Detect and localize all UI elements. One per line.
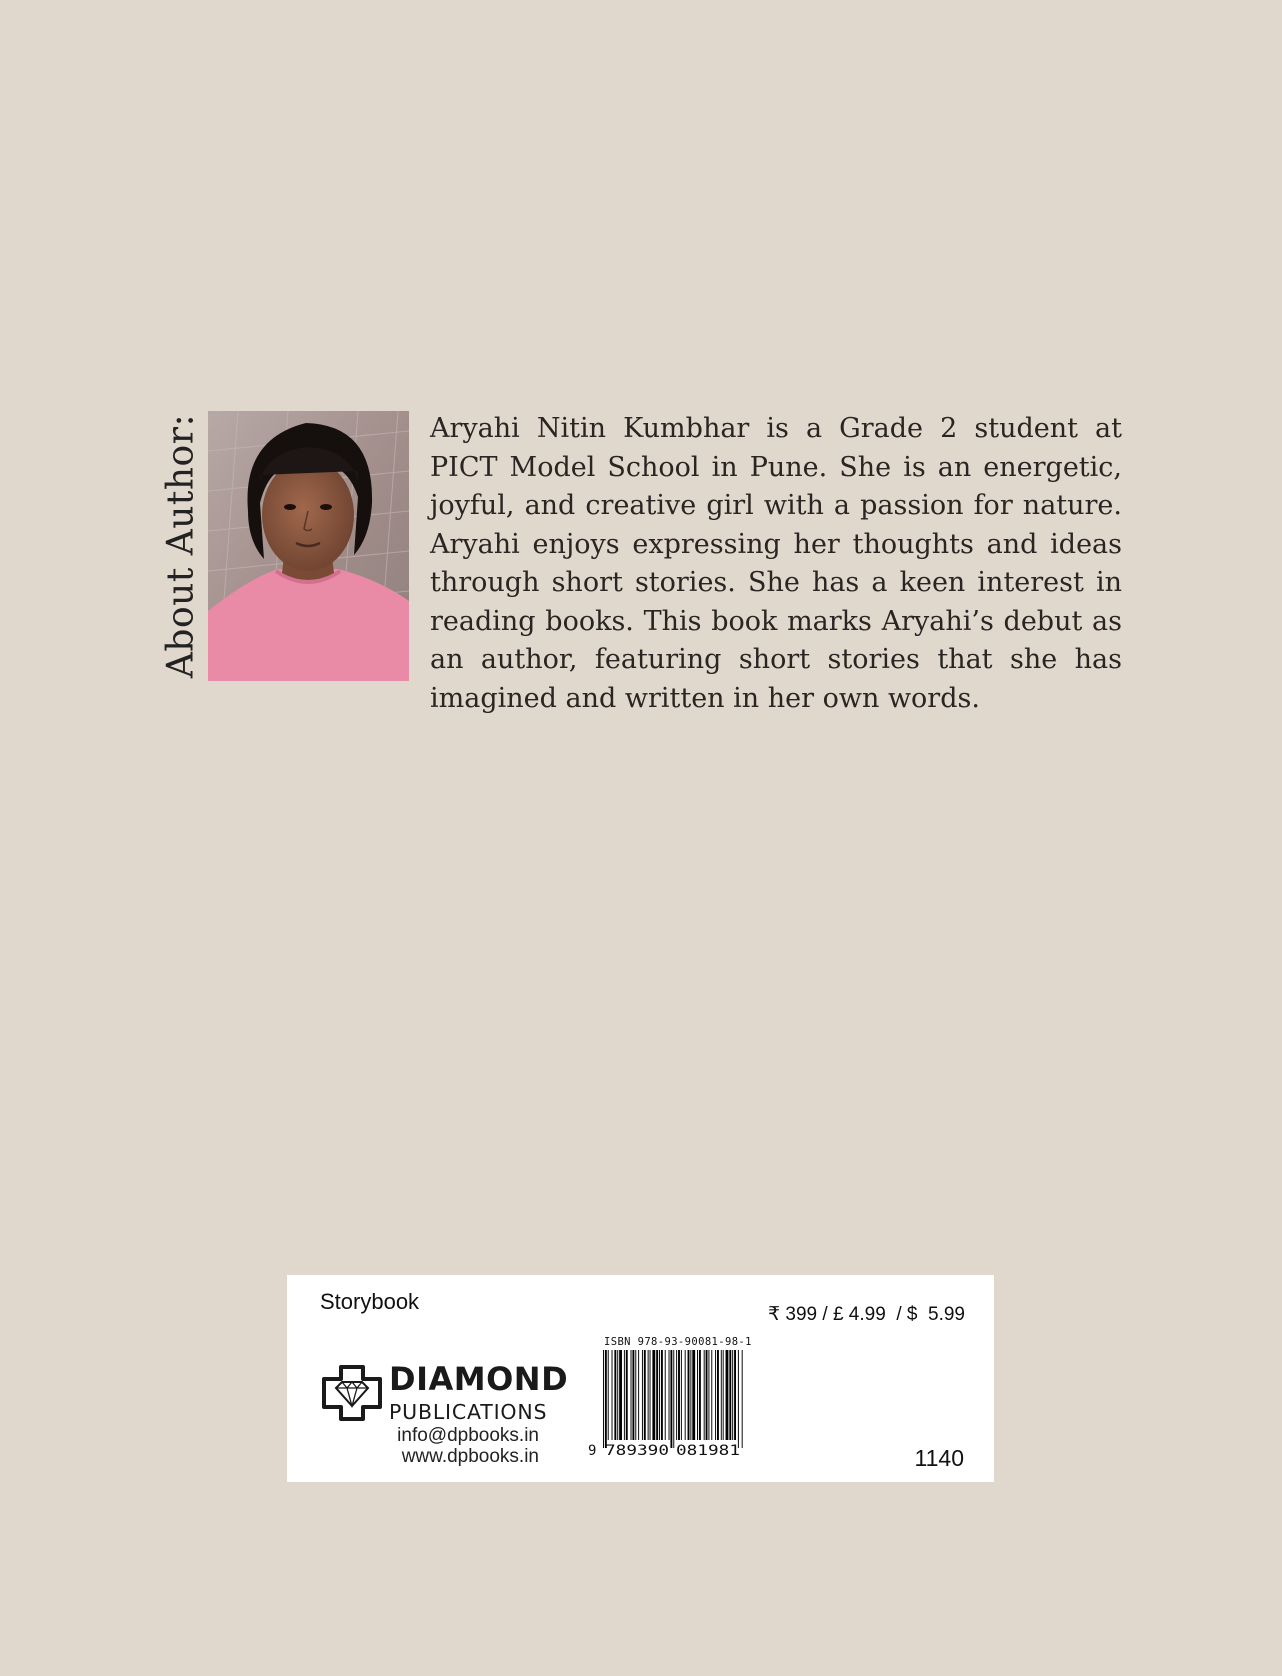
diamond-logo-icon: [321, 1364, 383, 1422]
barcode-bar: [742, 1350, 743, 1448]
author-bio: Aryahi Nitin Kumbhar is a Grade 2 student at PICT Model School in Pune. She is an energetic, joyful, and creative girl with a passion for nature. Aryahi enjoys expressing her thoughts and ideas through short stories. She has a keen interest in reading books. This book marks Aryahi’s debut as an author, featuring short stories that she has imagined and written in her own words.: [430, 413, 1122, 714]
barcode-bar: [721, 1350, 722, 1440]
publisher-name: DIAMOND: [389, 1360, 569, 1398]
about-author-heading-text: About Author:: [160, 413, 202, 679]
barcode-bar: [656, 1350, 658, 1440]
genre-label: Storybook: [320, 1289, 420, 1314]
barcode-bar: [681, 1350, 682, 1440]
about-author-heading: [160, 410, 202, 682]
price-label: ₹ 399 / £ 4.99 / $ 5.99: [768, 1304, 965, 1325]
barcode-bar: [734, 1350, 736, 1440]
barcode-bar: [661, 1350, 663, 1440]
barcode-bar: [650, 1350, 651, 1440]
barcode-bar: [697, 1350, 698, 1440]
publisher-subtitle: PUBLICATIONS: [389, 1400, 548, 1424]
barcode-bar: [715, 1350, 716, 1440]
barcode-bar: [614, 1350, 616, 1440]
barcode-bar: [732, 1350, 733, 1440]
barcode-first-digit: 9: [588, 1443, 597, 1459]
publisher-email: info@dpbooks.in: [397, 1425, 539, 1446]
barcode-right-digits: 081981: [676, 1443, 740, 1459]
barcode-bar: [626, 1350, 628, 1440]
barcode-bar: [670, 1350, 672, 1448]
barcode-bar: [692, 1350, 695, 1440]
barcode-bar: [659, 1350, 660, 1440]
barcode-bar: [603, 1350, 604, 1448]
barcode-bar: [676, 1350, 677, 1440]
barcode-left-digits: 789390: [605, 1443, 669, 1459]
barcode-bar: [617, 1350, 618, 1440]
barcode-bar: [685, 1350, 686, 1440]
barcode-bar: [708, 1350, 709, 1440]
barcode-bar: [612, 1350, 613, 1440]
isbn-text: ISBN 978-93-90081-98-1: [604, 1336, 752, 1348]
barcode-bar: [644, 1350, 646, 1440]
barcode-bar: [642, 1350, 643, 1440]
catalog-number: 1140: [914, 1445, 964, 1471]
isbn-barcode: [587, 1350, 747, 1460]
barcode-bar: [706, 1350, 708, 1440]
barcode-bar: [619, 1350, 622, 1440]
barcode-bar: [704, 1350, 705, 1440]
author-photo: [208, 411, 409, 681]
barcode-bar: [673, 1350, 674, 1448]
barcode-bar: [665, 1350, 666, 1440]
barcode-bar: [605, 1350, 607, 1448]
barcode-bar: [738, 1350, 739, 1448]
barcode-bar: [729, 1350, 731, 1440]
barcode-bar: [638, 1350, 639, 1440]
barcode-bar: [608, 1350, 609, 1440]
barcode-bar: [648, 1350, 649, 1440]
publisher-website: www.dpbooks.in: [401, 1446, 539, 1467]
barcode-bar: [624, 1350, 625, 1440]
barcode-bar: [711, 1350, 712, 1440]
barcode-bar: [723, 1350, 724, 1440]
barcode-bar: [631, 1350, 632, 1440]
barcode-bar: [652, 1350, 655, 1440]
publisher-logo: [321, 1360, 569, 1430]
book-label-box: [287, 1275, 994, 1482]
barcode-bar: [690, 1350, 691, 1440]
barcode-bar: [669, 1350, 670, 1440]
barcode-bar: [678, 1350, 680, 1440]
barcode-bar: [632, 1350, 634, 1440]
barcode-bar: [726, 1350, 729, 1440]
barcode-bar: [717, 1350, 719, 1440]
barcode-bar: [699, 1350, 701, 1440]
barcode-bar: [688, 1350, 690, 1440]
barcode-bar: [635, 1350, 636, 1440]
